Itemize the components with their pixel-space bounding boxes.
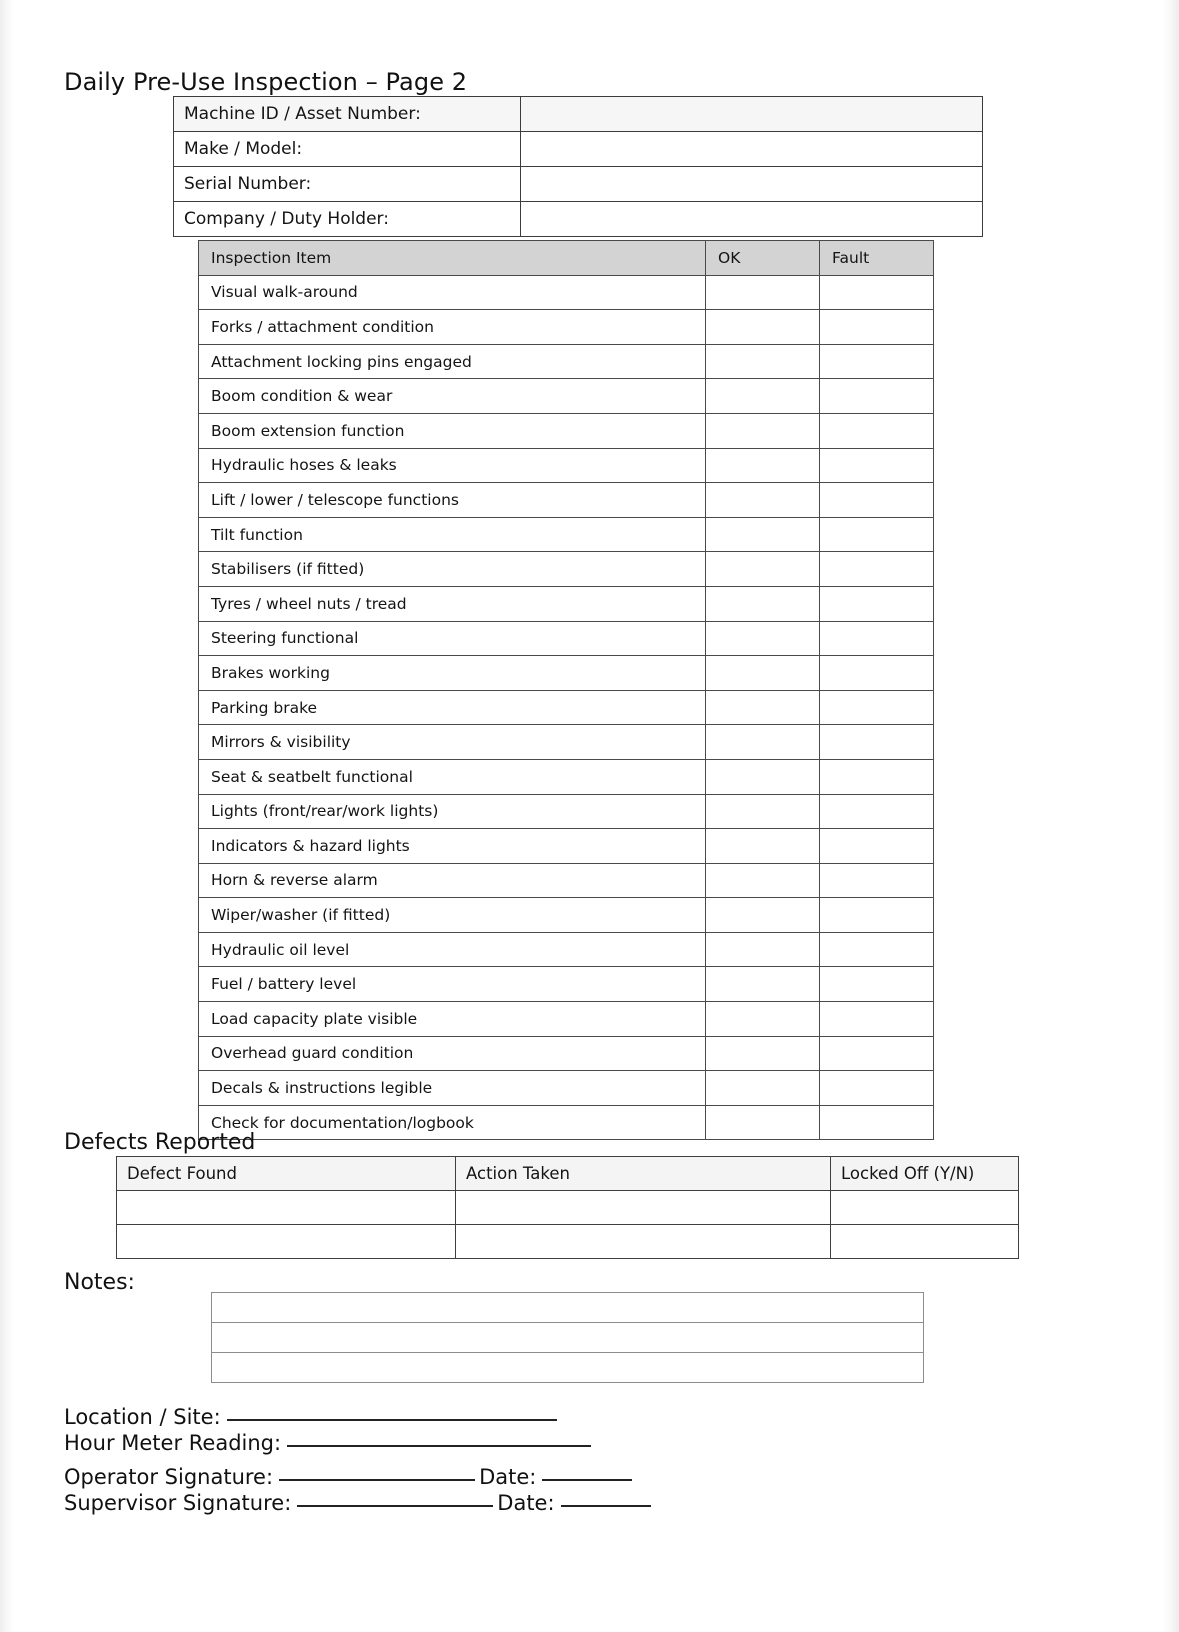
table-row [199,1002,934,1037]
table-row [199,586,934,621]
column-header-action-taken: Action Taken [456,1157,831,1191]
column-header-ok: OK [706,241,820,276]
make-model-field[interactable] [521,132,983,167]
inspection-item-label: Visual walk-around [199,275,706,310]
company-duty-holder-field[interactable] [521,202,983,237]
inspection-fault-checkbox-cell[interactable] [820,586,934,621]
inspection-fault-checkbox-cell[interactable] [820,621,934,656]
inspection-ok-checkbox-cell[interactable] [706,829,820,864]
inspection-checklist-table [198,240,934,1140]
inspection-item-label: Tilt function [199,517,706,552]
inspection-fault-checkbox-cell[interactable] [820,759,934,794]
serial-number-label: Serial Number: [174,167,521,202]
table-row [199,725,934,760]
inspection-fault-checkbox-cell[interactable] [820,275,934,310]
table-row [117,1225,1019,1259]
column-header-item: Inspection Item [199,241,706,276]
machine-info-body [174,97,983,237]
inspection-fault-checkbox-cell[interactable] [820,656,934,691]
inspection-ok-checkbox-cell[interactable] [706,656,820,691]
inspection-ok-checkbox-cell[interactable] [706,1036,820,1071]
inspection-ok-checkbox-cell[interactable] [706,1071,820,1106]
signature-group [64,1464,655,1516]
machine-id-field[interactable] [521,97,983,132]
make-model-label: Make / Model: [174,132,521,167]
inspection-item-label: Brakes working [199,656,706,691]
inspection-fault-checkbox-cell[interactable] [820,552,934,587]
inspection-ok-checkbox-cell[interactable] [706,794,820,829]
defect-found-field[interactable] [117,1225,456,1259]
inspection-fault-checkbox-cell[interactable] [820,344,934,379]
column-header-fault: Fault [820,241,934,276]
table-row [199,794,934,829]
inspection-ok-checkbox-cell[interactable] [706,621,820,656]
table-row [174,132,983,167]
inspection-item-label: Wiper/washer (if fitted) [199,898,706,933]
notes-line-field[interactable] [212,1293,924,1323]
action-taken-field[interactable] [456,1191,831,1225]
table-row [199,829,934,864]
inspection-item-label: Hydraulic oil level [199,932,706,967]
location-site-row [64,1404,595,1430]
inspection-fault-checkbox-cell[interactable] [820,863,934,898]
table-row [199,275,934,310]
inspection-ok-checkbox-cell[interactable] [706,586,820,621]
inspection-item-label: Boom condition & wear [199,379,706,414]
inspection-item-label: Indicators & hazard lights [199,829,706,864]
supervisor-date-input[interactable] [561,1505,651,1507]
notes-table [211,1292,924,1383]
defects-reported-heading: Defects Reported [64,1130,256,1155]
notes-label: Notes: [64,1270,135,1295]
table-row [199,413,934,448]
inspection-ok-checkbox-cell[interactable] [706,932,820,967]
table-row [212,1293,924,1323]
inspection-ok-checkbox-cell[interactable] [706,898,820,933]
inspection-fault-checkbox-cell[interactable] [820,898,934,933]
operator-signature-row [64,1464,655,1490]
inspection-item-label: Mirrors & visibility [199,725,706,760]
table-row [199,690,934,725]
inspection-item-label: Tyres / wheel nuts / tread [199,586,706,621]
inspection-ok-checkbox-cell[interactable] [706,725,820,760]
inspection-item-label: Decals & instructions legible [199,1071,706,1106]
locked-off-field[interactable] [831,1225,1019,1259]
inspection-item-label: Steering functional [199,621,706,656]
inspection-item-label: Boom extension function [199,413,706,448]
operator-date-input[interactable] [542,1479,632,1481]
table-row [199,863,934,898]
inspection-ok-checkbox-cell[interactable] [706,275,820,310]
inspection-ok-checkbox-cell[interactable] [706,690,820,725]
table-row [199,448,934,483]
inspection-table-head [199,241,934,276]
table-row [174,97,983,132]
supervisor-signature-row [64,1490,655,1516]
inspection-fault-checkbox-cell[interactable] [820,794,934,829]
table-header-row [117,1157,1019,1191]
action-taken-field[interactable] [456,1225,831,1259]
inspection-ok-checkbox-cell[interactable] [706,310,820,345]
inspection-fault-checkbox-cell[interactable] [820,725,934,760]
inspection-fault-checkbox-cell[interactable] [820,448,934,483]
hour-meter-input[interactable] [287,1445,591,1447]
location-site-label: Location / Site: [64,1405,221,1429]
table-row [199,898,934,933]
supervisor-signature-label: Supervisor Signature: [64,1491,292,1515]
operator-date-label: Date: [479,1465,537,1489]
table-row [117,1191,1019,1225]
inspection-fault-checkbox-cell[interactable] [820,517,934,552]
inspection-fault-checkbox-cell[interactable] [820,829,934,864]
inspection-ok-checkbox-cell[interactable] [706,413,820,448]
inspection-ok-checkbox-cell[interactable] [706,1105,820,1140]
inspection-item-label: Stabilisers (if fitted) [199,552,706,587]
inspection-item-label: Overhead guard condition [199,1036,706,1071]
machine-id-label: Machine ID / Asset Number: [174,97,521,132]
inspection-item-label: Check for documentation/logbook [199,1105,706,1140]
table-row [199,967,934,1002]
table-row [199,379,934,414]
inspection-ok-checkbox-cell[interactable] [706,344,820,379]
inspection-item-label: Hydraulic hoses & leaks [199,448,706,483]
inspection-fault-checkbox-cell[interactable] [820,1071,934,1106]
inspection-item-label: Load capacity plate visible [199,1002,706,1037]
site-details-group [64,1404,595,1456]
inspection-ok-checkbox-cell[interactable] [706,967,820,1002]
table-row [199,517,934,552]
table-row [212,1323,924,1353]
defects-reported-table [116,1156,1019,1259]
table-row [199,552,934,587]
inspection-item-label: Horn & reverse alarm [199,863,706,898]
inspection-ok-checkbox-cell[interactable] [706,863,820,898]
inspection-fault-checkbox-cell[interactable] [820,413,934,448]
inspection-item-label: Fuel / battery level [199,967,706,1002]
table-row [199,621,934,656]
inspection-item-label: Lift / lower / telescope functions [199,483,706,518]
table-row [199,1071,934,1106]
column-header-defect-found: Defect Found [117,1157,456,1191]
inspection-ok-checkbox-cell[interactable] [706,517,820,552]
supervisor-date-label: Date: [497,1491,555,1515]
hour-meter-row [64,1430,595,1456]
table-row [199,656,934,691]
defects-table-body [117,1191,1019,1259]
table-row [199,932,934,967]
inspection-table-body [199,275,934,1140]
defects-table-head [117,1157,1019,1191]
serial-number-field[interactable] [521,167,983,202]
location-site-input[interactable] [227,1419,557,1421]
column-header-locked-off: Locked Off (Y/N) [831,1157,1019,1191]
inspection-fault-checkbox-cell[interactable] [820,1002,934,1037]
inspection-ok-checkbox-cell[interactable] [706,379,820,414]
inspection-item-label: Parking brake [199,690,706,725]
table-row [199,344,934,379]
page-title: Daily Pre-Use Inspection – Page 2 [64,68,468,96]
inspection-fault-checkbox-cell[interactable] [820,1036,934,1071]
table-row [212,1353,924,1383]
inspection-fault-checkbox-cell[interactable] [820,483,934,518]
notes-line-field[interactable] [212,1323,924,1353]
defect-found-field[interactable] [117,1191,456,1225]
inspection-ok-checkbox-cell[interactable] [706,552,820,587]
inspection-item-label: Lights (front/rear/work lights) [199,794,706,829]
table-row [199,310,934,345]
machine-info-table [173,96,983,237]
table-row [174,167,983,202]
table-row [199,483,934,518]
inspection-fault-checkbox-cell[interactable] [820,967,934,1002]
inspection-fault-checkbox-cell[interactable] [820,690,934,725]
company-duty-holder-label: Company / Duty Holder: [174,202,521,237]
inspection-ok-checkbox-cell[interactable] [706,759,820,794]
supervisor-signature-input[interactable] [297,1505,493,1507]
inspection-fault-checkbox-cell[interactable] [820,932,934,967]
hour-meter-label: Hour Meter Reading: [64,1431,282,1455]
inspection-ok-checkbox-cell[interactable] [706,1002,820,1037]
operator-signature-label: Operator Signature: [64,1465,274,1489]
locked-off-field[interactable] [831,1191,1019,1225]
table-row [174,202,983,237]
table-header-row [199,241,934,276]
inspection-item-label: Attachment locking pins engaged [199,344,706,379]
table-row [199,1036,934,1071]
inspection-item-label: Seat & seatbelt functional [199,759,706,794]
inspection-fault-checkbox-cell[interactable] [820,379,934,414]
inspection-item-label: Forks / attachment condition [199,310,706,345]
inspection-fault-checkbox-cell[interactable] [820,310,934,345]
notes-table-body [212,1293,924,1383]
table-row [199,1105,934,1140]
operator-signature-input[interactable] [279,1479,475,1481]
inspection-ok-checkbox-cell[interactable] [706,448,820,483]
table-row [199,759,934,794]
inspection-ok-checkbox-cell[interactable] [706,483,820,518]
inspection-fault-checkbox-cell[interactable] [820,1105,934,1140]
notes-line-field[interactable] [212,1353,924,1383]
